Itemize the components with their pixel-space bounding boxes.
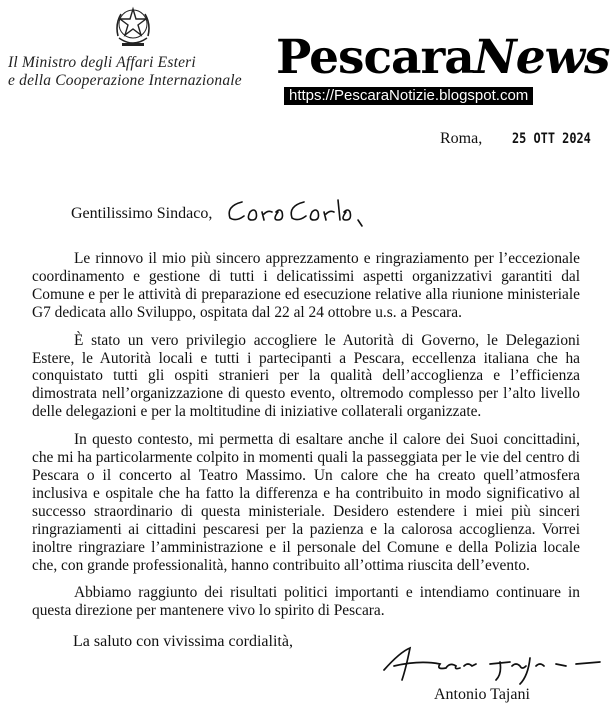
watermark-brand-b: News	[473, 30, 610, 85]
italian-republic-emblem-icon	[113, 6, 153, 50]
paragraph-2: È stato un vero privilegio accogliere le Autorità di Governo, le Delegazioni Estere, le Autorità locali e tutti i partecipanti a Pescara, eccellenza italiana che ha conquistato tutti gli ospiti stranieri per la qualità dell’accoglienza e l’efficienza dimostrata nell’organizzazione di questo evento, oltremodo complesso per l’alto livello delle delegazioni e per la moltitudine di iniziative collaterali organizzate.	[32, 331, 580, 421]
watermark-url: https://PescaraNotizie.blogspot.com	[284, 87, 533, 105]
date-place: Roma,	[440, 130, 483, 147]
paragraph-4: Abbiamo raggiunto dei risultati politici importanti e intendiamo continuare in questa direzione per mantenere vivo lo spirito di Pescara.	[32, 584, 580, 620]
closing: La saluto con vivissima cordialità,	[73, 633, 293, 650]
greeting: Gentilissimo Sindaco,	[71, 205, 213, 222]
watermark-brand	[276, 32, 610, 84]
ministry-letterhead	[8, 54, 278, 90]
paragraph-1: Le rinnovo il mio più sincero apprezzamento e ringraziamento per l’eccezionale coordinamento e gestione di tutti i delicatissimi aspetti organizzativi garantiti dal Comune e per le attività di preparazione ed esecuzione relative alla riunione ministeriale G7 dedicata allo Sviluppo, ospitata dal 22 al 24 ottobre u.s. a Pescara.	[32, 250, 580, 321]
letter-body	[32, 250, 580, 630]
date-stamp: 25 OTT 2024	[512, 131, 591, 147]
watermark-brand-a: Pescara	[276, 30, 474, 85]
paragraph-3: In questo contesto, mi permetta di esaltare anche il calore dei Suoi concittadini, che mi ha particolarmente colpito in momenti quali la passeggiata per le vie del centro di Pescara o il concerto al Teatro Massimo. Un calore che ha creato quell’atmosfera inclusiva e ospitale che ha fatto la differenza e ha contribuito in modo significativo al successo straordinario di questa ministeriale. Desidero estendere i miei più sinceri ringraziamenti ai cittadini pescaresi per la pazienza e la calorosa accoglienza. Vorrei inoltre ringraziare l’amministrazione e il personale del Comune e della Polizia locale che, con grande professionalità, hanno contribuito all’ottima riuscita dell’evento.	[32, 431, 580, 574]
handwritten-salutation-icon	[220, 190, 380, 230]
signatory-name: Antonio Tajani	[434, 686, 530, 703]
ministry-line1: Il Ministro degli Affari Esteri	[8, 54, 196, 71]
signature-icon	[380, 640, 610, 690]
ministry-line2: e della Cooperazione Internazionale	[8, 72, 242, 89]
